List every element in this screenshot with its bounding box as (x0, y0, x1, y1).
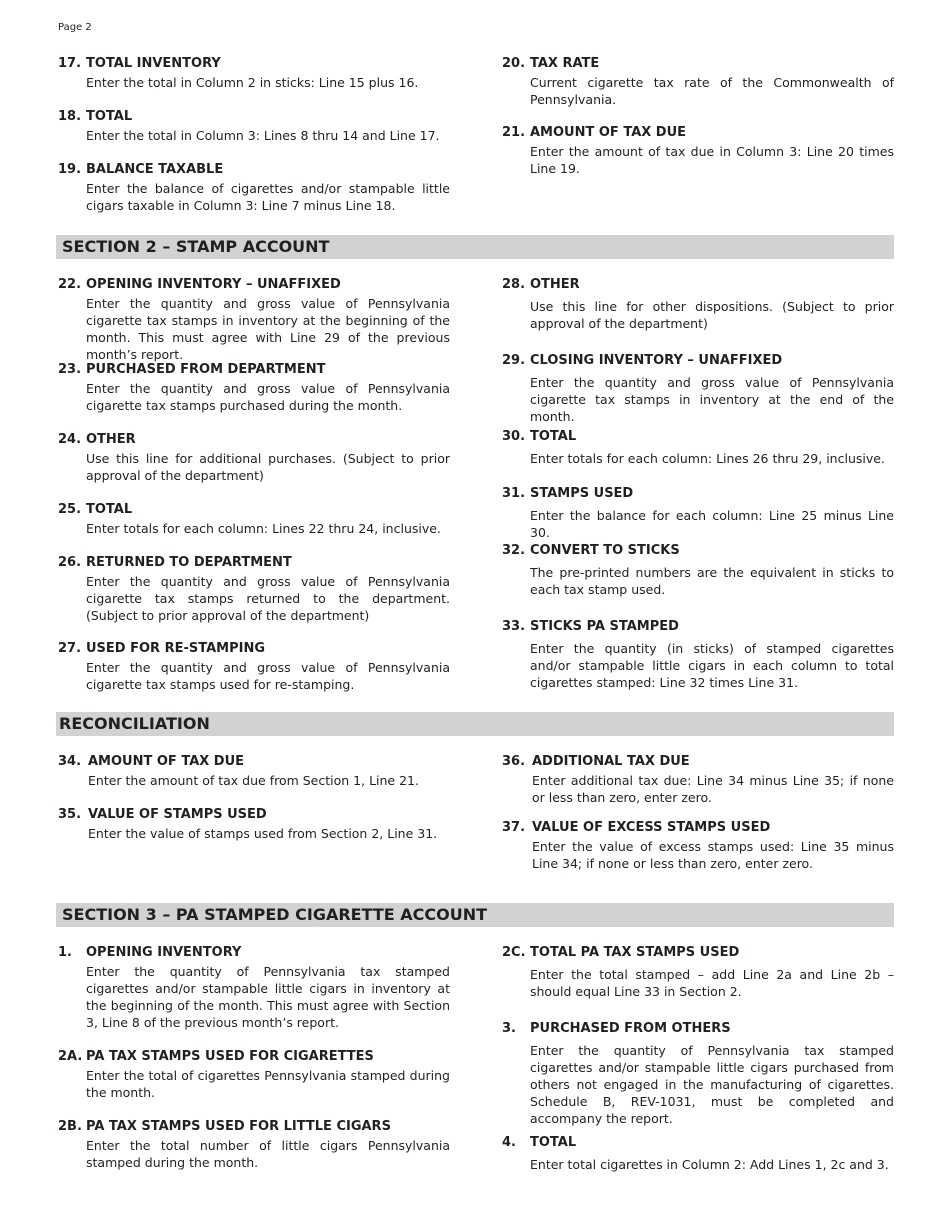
item-text: Enter the quantity of Pennsylvania tax stamped cigarettes and/or stampable little cigars purchased from others not engaged in the manufacturing of cigarettes. Schedule B, REV-1031, must be completed and accompany the report. (530, 1043, 894, 1126)
item-number: 24. (58, 432, 82, 447)
item-text: Enter the quantity and gross value of Pennsylvania cigarette tax stamps in inventory at the beginning of the month. This must agree with Line 29 of the previous month’s report. (86, 296, 450, 362)
item-number: 1. (58, 945, 72, 960)
item-title: TOTAL (86, 109, 133, 124)
item-title: TOTAL (86, 502, 133, 517)
instruction-35 (58, 807, 450, 842)
item-text: Enter the balance for each column: Line 25 minus Line 30. (530, 508, 894, 540)
item-title: RETURNED TO DEPARTMENT (86, 555, 292, 570)
instruction-25 (58, 502, 450, 537)
item-number: 33. (502, 619, 526, 634)
item-text: Enter the quantity (in sticks) of stamped cigarettes and/or stampable little cigars in each column to total cigarettes stamped: Line 32 times Line 31. (530, 641, 894, 690)
item-text: Enter total cigarettes in Column 2: Add Lines 1, 2c and 3. (530, 1157, 889, 1172)
item-text: Enter the balance of cigarettes and/or stampable little cigars taxable in Column 3: Line 7 minus Line 18. (86, 181, 450, 213)
item-number: 31. (502, 486, 526, 501)
instruction-18 (58, 109, 450, 144)
item-text: Enter the quantity and gross value of Pennsylvania cigarette tax stamps used for re-stamping. (86, 660, 450, 692)
instruction-s3-4 (502, 1135, 894, 1173)
item-text: The pre-printed numbers are the equivalent in sticks to each tax stamp used. (530, 565, 894, 597)
item-text: Enter the value of excess stamps used: Line 35 minus Line 34; if none or less than zero, enter zero. (532, 839, 894, 871)
item-title: OPENING INVENTORY (86, 945, 242, 960)
instruction-33 (502, 619, 894, 691)
item-text: Enter the amount of tax due from Section 1, Line 21. (88, 773, 419, 788)
instruction-31 (502, 486, 894, 541)
item-number: 2B. (58, 1119, 82, 1134)
instruction-37 (502, 820, 894, 872)
item-title: PA TAX STAMPS USED FOR LITTLE CIGARS (86, 1119, 391, 1134)
item-title: ADDITIONAL TAX DUE (532, 754, 690, 769)
item-title: OPENING INVENTORY – UNAFFIXED (86, 277, 341, 292)
page-label: Page 2 (58, 22, 92, 33)
instruction-19 (58, 162, 450, 214)
item-number: 29. (502, 353, 526, 368)
item-number: 19. (58, 162, 82, 177)
item-title: TAX RATE (530, 56, 600, 71)
instruction-29 (502, 353, 894, 425)
item-number: 23. (58, 362, 82, 377)
item-title: TOTAL PA TAX STAMPS USED (530, 945, 740, 960)
section-3-header: SECTION 3 – PA STAMPED CIGARETTE ACCOUNT (56, 903, 894, 927)
item-text: Enter the quantity of Pennsylvania tax stamped cigarettes and/or stampable little cigars in inventory at the beginning of the month. This must agree with Section 3, Line 8 of the previous month’s report. (86, 964, 450, 1030)
item-title: PA TAX STAMPS USED FOR CIGARETTES (86, 1049, 374, 1064)
item-title: VALUE OF STAMPS USED (88, 807, 267, 822)
instruction-27 (58, 641, 450, 693)
item-text: Use this line for other dispositions. (Subject to prior approval of the department) (530, 299, 894, 331)
item-title: VALUE OF EXCESS STAMPS USED (532, 820, 771, 835)
item-number: 28. (502, 277, 526, 292)
instruction-30 (502, 429, 894, 467)
item-number: 21. (502, 125, 526, 140)
item-title: PURCHASED FROM OTHERS (530, 1021, 731, 1036)
item-number: 34. (58, 754, 82, 769)
item-title: STICKS PA STAMPED (530, 619, 679, 634)
item-title: AMOUNT OF TAX DUE (530, 125, 687, 140)
instruction-s3-1 (58, 945, 450, 1031)
item-title: TOTAL (530, 1135, 577, 1150)
instruction-34 (58, 754, 450, 789)
item-text: Enter the total of cigarettes Pennsylvania stamped during the month. (86, 1068, 450, 1100)
reconciliation-header: RECONCILIATION (56, 712, 894, 736)
item-title: CONVERT TO STICKS (530, 543, 680, 558)
item-number: 37. (502, 820, 526, 835)
item-text: Current cigarette tax rate of the Commonwealth of Pennsylvania. (530, 75, 894, 107)
instruction-s3-2c (502, 945, 894, 1000)
instruction-s3-3 (502, 1021, 894, 1127)
item-title: BALANCE TAXABLE (86, 162, 224, 177)
item-text: Enter the quantity and gross value of Pennsylvania cigarette tax stamps purchased during the month. (86, 381, 450, 413)
item-number: 18. (58, 109, 82, 124)
item-number: 25. (58, 502, 82, 517)
instruction-s3-2b (58, 1119, 450, 1171)
item-text: Use this line for additional purchases. (Subject to prior approval of the department) (86, 451, 450, 483)
item-text: Enter the total stamped – add Line 2a and Line 2b – should equal Line 33 in Section 2. (530, 967, 894, 999)
item-title: AMOUNT OF TAX DUE (88, 754, 245, 769)
item-title: OTHER (86, 432, 136, 447)
instruction-24 (58, 432, 450, 484)
item-title: PURCHASED FROM DEPARTMENT (86, 362, 326, 377)
item-number: 4. (502, 1135, 516, 1150)
item-number: 22. (58, 277, 82, 292)
item-text: Enter totals for each column: Lines 22 thru 24, inclusive. (86, 521, 441, 536)
item-number: 35. (58, 807, 82, 822)
item-text: Enter the value of stamps used from Section 2, Line 31. (88, 826, 438, 841)
item-number: 32. (502, 543, 526, 558)
item-title: STAMPS USED (530, 486, 634, 501)
instruction-26 (58, 555, 450, 624)
item-text: Enter the quantity and gross value of Pennsylvania cigarette tax stamps returned to the department. (Subject to prior approval of the department) (86, 574, 450, 623)
instruction-36 (502, 754, 894, 806)
item-number: 2A. (58, 1049, 83, 1064)
item-text: Enter totals for each column: Lines 26 thru 29, inclusive. (530, 451, 885, 466)
instruction-21 (502, 125, 894, 177)
instruction-17 (58, 56, 450, 91)
item-number: 27. (58, 641, 82, 656)
item-text: Enter additional tax due: Line 34 minus Line 35; if none or less than zero, enter zero. (532, 773, 894, 805)
item-title: TOTAL INVENTORY (86, 56, 221, 71)
instruction-28 (502, 277, 894, 332)
instruction-20 (502, 56, 894, 108)
item-number: 3. (502, 1021, 516, 1036)
item-text: Enter the total in Column 3: Lines 8 thru 14 and Line 17. (86, 128, 440, 143)
item-text: Enter the total number of little cigars Pennsylvania stamped during the month. (86, 1138, 450, 1170)
section-2-header: SECTION 2 – STAMP ACCOUNT (56, 235, 894, 259)
item-text: Enter the quantity and gross value of Pennsylvania cigarette tax stamps in inventory at the end of the month. (530, 375, 894, 424)
item-number: 26. (58, 555, 82, 570)
item-title: USED FOR RE-STAMPING (86, 641, 266, 656)
item-title: OTHER (530, 277, 580, 292)
item-title: TOTAL (530, 429, 577, 444)
item-number: 30. (502, 429, 526, 444)
item-number: 17. (58, 56, 82, 71)
item-text: Enter the amount of tax due in Column 3: Line 20 times Line 19. (530, 144, 894, 176)
instruction-32 (502, 543, 894, 598)
item-number: 36. (502, 754, 526, 769)
item-text: Enter the total in Column 2 in sticks: Line 15 plus 16. (86, 75, 419, 90)
instruction-23 (58, 362, 450, 414)
instruction-22 (58, 277, 450, 363)
item-number: 20. (502, 56, 526, 71)
item-number: 2C. (502, 945, 526, 960)
instruction-s3-2a (58, 1049, 450, 1101)
item-title: CLOSING INVENTORY – UNAFFIXED (530, 353, 783, 368)
